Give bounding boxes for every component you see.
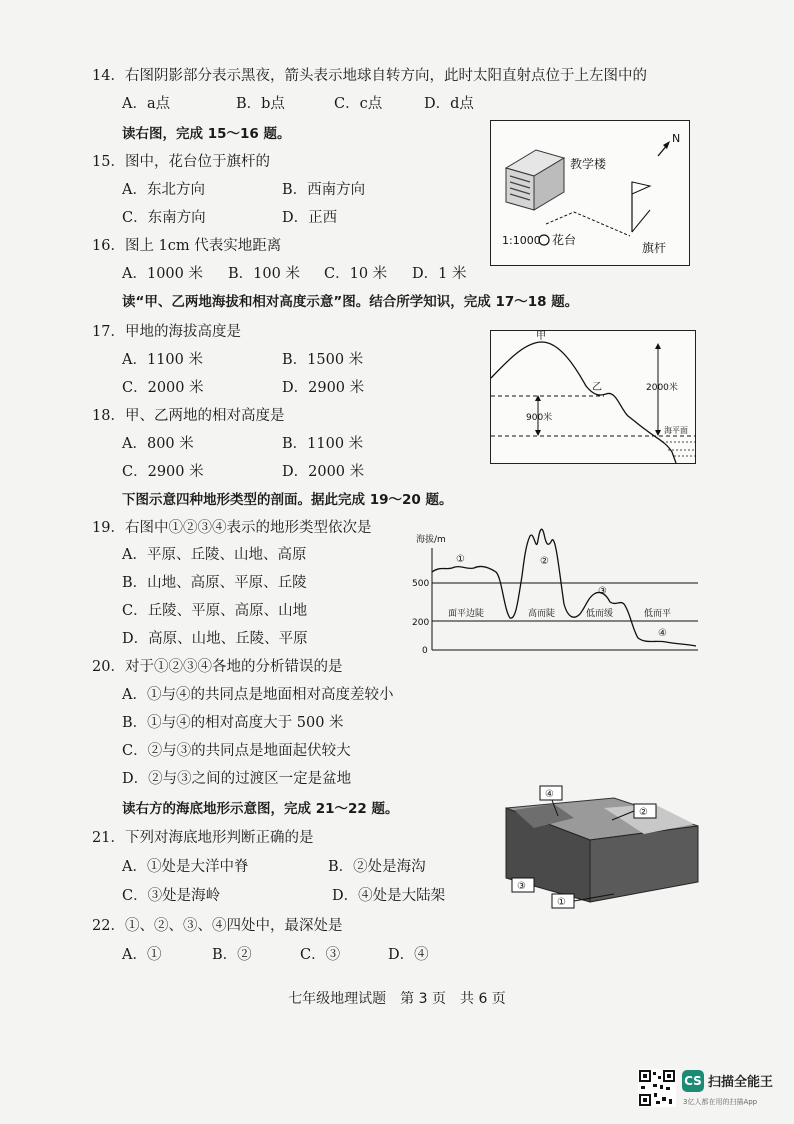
elevation-figure [490,330,696,464]
q21-option-b: B．②处是海沟 [328,859,426,875]
q21-option-a: A．①处是大洋中脊 [122,859,249,875]
q17-option-d: D．2900 米 [282,380,365,396]
q17-option-b: B．1500 米 [282,352,364,368]
camscanner-logo: CS [682,1070,704,1092]
q15-stem: 15．图中，花台位于旗杆的 [92,154,270,170]
q22-stem: 22．①、②、③、④四处中，最深处是 [92,918,343,934]
q14-option-b: B．b点 [236,96,285,112]
q22-option-c: C．③ [300,947,341,963]
marker-2: ② [540,556,549,567]
q20-option-a: A．①与④的共同点是地面相对高度差较小 [122,687,394,703]
tick-200: 200 [412,618,430,628]
intro-19-20: 下图示意四种地形类型的剖面。据此完成 19～20 题。 [122,492,453,508]
q22-option-b: B．② [212,947,252,963]
q19-option-d: D．高原、山地、丘陵、平原 [122,631,308,647]
seabed-label-4: ④ [545,789,554,800]
q20-stem: 20．对于①②③④各地的分析错误的是 [92,659,343,675]
q19-stem: 19．右图中①②③④表示的地形类型依次是 [92,520,372,536]
label-flowerbed: 花台 [552,233,577,247]
q17-option-c: C．2000 米 [122,380,204,396]
q18-option-a: A．800 米 [122,436,194,452]
q20-option-c: C．②与③的共同点是地面起伏较大 [122,743,351,759]
q18-option-b: B．1100 米 [282,436,364,452]
label-2000m: 2000米 [646,383,678,393]
terrain-profile-curve [432,529,696,646]
q14-stem: 14．右图阴影部分表示黑夜，箭头表示地球自转方向，此时太阳直射点位于上左图中的 [92,68,647,84]
q17-option-a: A．1100 米 [122,352,203,368]
label-sea-level: 海平面 [664,426,688,435]
label-high-steep: 高而陡 [528,609,556,619]
intro-15-16: 读右图，完成 15～16 题。 [122,126,291,142]
label-building: 教学楼 [570,157,607,171]
intro-17-18: 读“甲、乙两地海拔和相对高度示意”图。结合所学知识，完成 17～18 题。 [122,294,579,310]
q18-option-c: C．2900 米 [122,464,204,480]
q20-option-d: D．②与③之间的过渡区一定是盆地 [122,771,352,787]
q15-option-a: A．东北方向 [122,182,205,198]
qr-code-icon [638,1069,676,1107]
tick-0: 0 [422,646,428,656]
camscanner-tagline: 3亿人都在用的扫描App [683,1098,758,1106]
q21-stem: 21．下列对海底地形判断正确的是 [92,830,314,846]
q22-option-a: A．① [122,947,162,963]
label-yi: 乙 [592,382,602,393]
label-jia: 甲 [536,331,546,342]
seabed-label-2: ② [639,807,648,818]
q14-option-c: C．c点 [334,96,383,112]
q19-option-b: B．山地、高原、平原、丘陵 [122,575,307,591]
label-flagpole: 旗杆 [642,241,667,255]
q15-option-b: B．西南方向 [282,182,366,198]
label-flat-steep: 面平边陡 [448,609,485,619]
page-footer: 七年级地理试题 第 3 页 共 6 页 [288,991,506,1007]
q16-option-d: D．1 米 [412,266,467,282]
q16-option-a: A．1000 米 [122,266,203,282]
q15-option-d: D．正西 [282,210,338,226]
tick-500: 500 [412,579,430,589]
seabed-side-face [590,826,698,902]
label-north: N [672,132,681,145]
q18-stem: 18．甲、乙两地的相对高度是 [92,408,285,424]
marker-4: ④ [658,628,667,639]
q20-option-b: B．①与④的相对高度大于 500 米 [122,715,344,731]
q19-option-a: A．平原、丘陵、山地、高原 [122,547,307,563]
terrain-profile-figure [410,520,700,660]
q16-option-b: B．100 米 [228,266,300,282]
q14-option-a: A．a点 [122,96,171,112]
q21-option-d: D．④处是大陆架 [332,888,446,904]
q21-option-c: C．③处是海岭 [122,888,221,904]
seabed-label-1: ① [557,897,566,908]
q16-stem: 16．图上 1cm 代表实地距离 [92,238,282,254]
q19-option-c: C．丘陵、平原、高原、山地 [122,603,308,619]
q16-option-c: C．10 米 [324,266,388,282]
marker-3: ③ [598,586,607,597]
label-low-flat: 低而平 [644,609,672,619]
q14-option-d: D．d点 [424,96,474,112]
q22-option-d: D．④ [388,947,429,963]
q15-option-c: C．东南方向 [122,210,206,226]
label-900m: 900米 [526,413,553,423]
seabed-figure [494,782,704,912]
label-low-gentle: 低而缓 [586,609,614,619]
campus-map-figure [490,120,690,266]
marker-1: ① [456,554,465,565]
label-scale: 1:1000 [502,234,541,247]
q17-stem: 17．甲地的海拔高度是 [92,324,241,340]
intro-21-22: 读右方的海底地形示意图，完成 21～22 题。 [122,801,399,817]
terrain-ylabel: 海拔/m [416,535,446,545]
q18-option-d: D．2000 米 [282,464,365,480]
camscanner-brand: 扫描全能王 [708,1075,774,1090]
seabed-label-3: ③ [517,881,526,892]
